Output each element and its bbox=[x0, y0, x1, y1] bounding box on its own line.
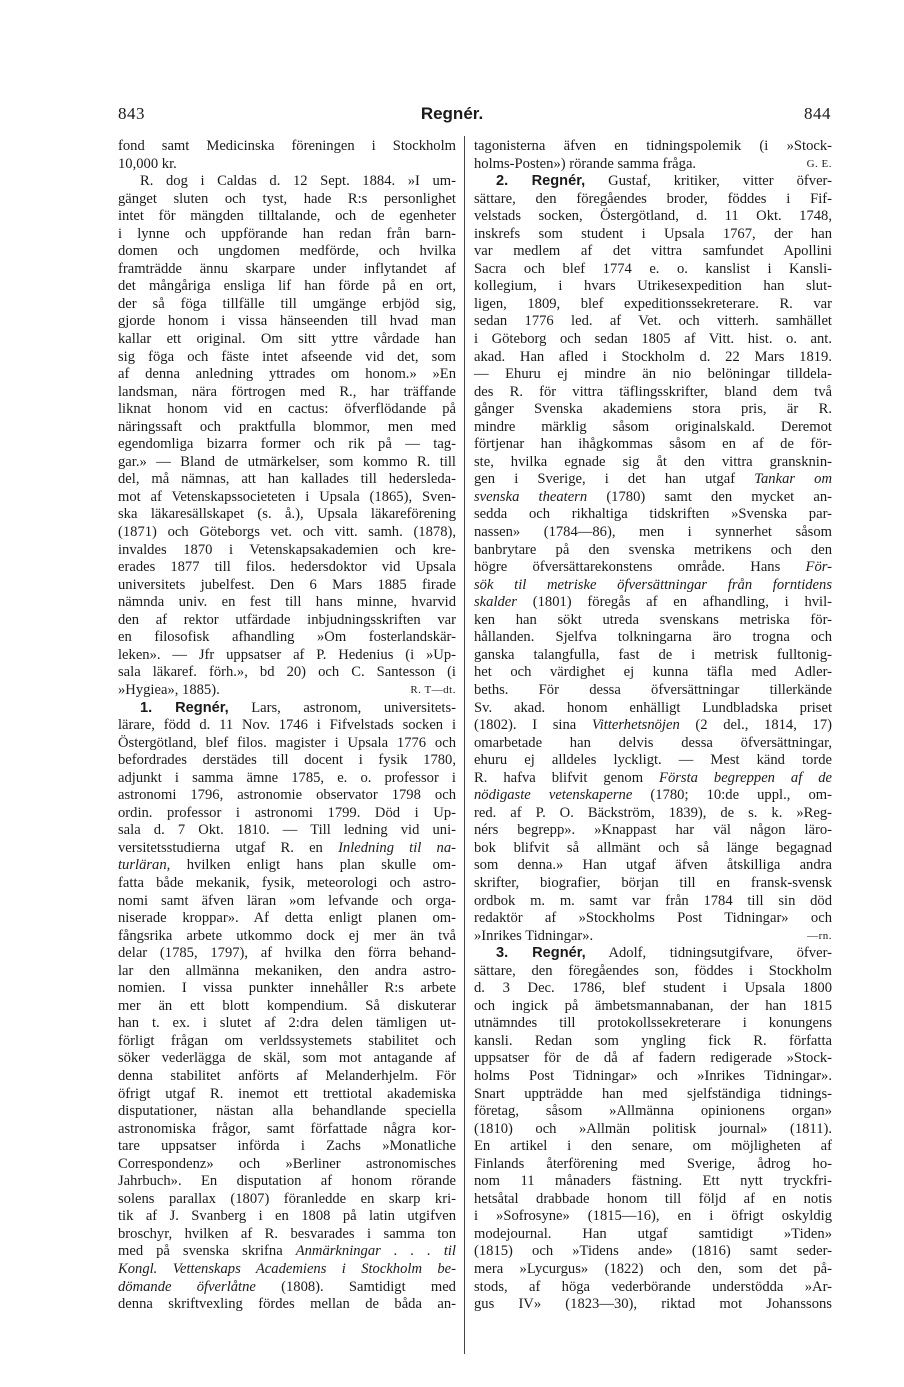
author-signature: —rn. bbox=[807, 929, 832, 942]
line-text: Adolf, tidningsutgifvare, öfver- bbox=[608, 945, 832, 962]
text-line bbox=[474, 156, 832, 174]
text-line bbox=[474, 1261, 832, 1279]
text-line bbox=[118, 893, 456, 911]
line-text: hetsåtal drabbade honom till följd af en notis bbox=[474, 1190, 832, 1207]
line-text: som denna.» Han utgaf äfven åtskilliga andra bbox=[474, 857, 832, 874]
text-line bbox=[118, 471, 456, 489]
text-line bbox=[118, 1138, 456, 1156]
text-line bbox=[474, 735, 832, 753]
text-line bbox=[118, 542, 456, 560]
text-line bbox=[118, 717, 456, 735]
text-line bbox=[474, 963, 832, 981]
line-text: gänget sluten och tyst, hade R:s personlighet bbox=[118, 190, 456, 207]
line-text: mindre märklig såsom originalskald. Deremot bbox=[474, 418, 832, 435]
line-text: nomi samt äfven läran »om lefvande och orga- bbox=[118, 892, 456, 909]
text-line bbox=[118, 419, 456, 437]
line-text: Lars, astronom, universitets- bbox=[251, 699, 456, 716]
text-line bbox=[474, 1138, 832, 1156]
line-text: förtjenar han ihågkommas såsom en af de för- bbox=[474, 436, 832, 453]
author-signature: R. T—dt. bbox=[410, 683, 456, 696]
line-text: Östergötland, blef filos. magister i Upsala 1776 och bbox=[118, 734, 456, 751]
line-text: (1802). I sina bbox=[474, 717, 577, 734]
line-text: fond samt Medicinska föreningen i Stockholm bbox=[118, 138, 456, 154]
line-text: delar (1785, 1797), af hvilka den förra behand- bbox=[118, 945, 456, 962]
text-line bbox=[474, 594, 832, 612]
line-text: (1801) föregås af en afhandling, i hvil- bbox=[532, 594, 832, 611]
text-line bbox=[118, 1033, 456, 1051]
line-text: akad. Han afled i Stockholm d. 22 Mars 1819. bbox=[474, 348, 832, 365]
text-line bbox=[474, 1068, 832, 1086]
text-line bbox=[474, 1103, 832, 1121]
entry-heading: 2. Regnér, bbox=[496, 173, 586, 190]
text-line bbox=[474, 419, 832, 437]
line-text: velstads socken, Östergötland, d. 11 Okt. 1748, bbox=[474, 208, 832, 225]
line-text: var medlem af det vittra samfundet Apollini bbox=[474, 243, 832, 260]
line-text: domen och ungdomen medförde, och hvilka bbox=[118, 243, 456, 260]
line-text: modejournal. Han utgaf samtidigt »Tiden» bbox=[474, 1225, 832, 1242]
line-text: lar den allmänna mekaniken, den andra astro- bbox=[118, 962, 456, 979]
text-line bbox=[118, 1208, 456, 1226]
text-line bbox=[474, 454, 832, 472]
text-line bbox=[474, 805, 832, 823]
line-text: sedda och rikhaltiga tidskriften »Svenska par- bbox=[474, 506, 832, 523]
text-line bbox=[118, 1015, 456, 1033]
line-text: förligt frågan om verldssystemets stabilitet och bbox=[118, 1032, 456, 1049]
line-text: sig föga och fäste intet afseende vid det, som bbox=[118, 348, 456, 365]
line-text: söker vederlägga de skäl, som mot antagande af bbox=[118, 1050, 456, 1067]
text-line bbox=[118, 805, 456, 823]
italic-title: svenska theatern bbox=[474, 488, 588, 505]
text-line bbox=[474, 261, 832, 279]
text-line bbox=[474, 1296, 832, 1314]
line-text: högre öfversättarekonstens område. Hans bbox=[474, 559, 781, 576]
text-line bbox=[474, 1033, 832, 1051]
text-line bbox=[118, 963, 456, 981]
text-line bbox=[474, 366, 832, 384]
text-line bbox=[474, 945, 832, 963]
text-line bbox=[474, 331, 832, 349]
text-line bbox=[118, 577, 456, 595]
text-line bbox=[474, 717, 832, 735]
line-text: leken». — Jfr uppsatser af P. Hedenius (i »Up- bbox=[118, 646, 456, 663]
line-text: (1810) och »Allmän politisk journal» (1811). bbox=[474, 1120, 832, 1137]
right-page-number: 844 bbox=[804, 104, 831, 123]
text-line bbox=[118, 559, 456, 577]
line-text: ordbok m. m. samt var från 1784 till sin död bbox=[474, 892, 832, 909]
text-line bbox=[118, 208, 456, 226]
text-line bbox=[118, 822, 456, 840]
text-line bbox=[118, 1243, 456, 1261]
line-text: sättare, den föregåendes son, föddes i Stockholm bbox=[474, 962, 832, 979]
text-line bbox=[118, 1191, 456, 1209]
line-text: holms-Posten») rörande samma fråga. bbox=[474, 155, 697, 172]
line-text: nomien. I vissa punkter innehåller R:s arbete bbox=[118, 980, 456, 997]
text-line bbox=[474, 928, 832, 946]
line-text: nämnda univ. en fest till hans minne, hvarvid bbox=[118, 594, 456, 611]
line-text: och ingick på ämbetsmannabanan, der han 1815 bbox=[474, 997, 832, 1014]
text-line bbox=[118, 156, 456, 174]
line-text: sala läkaref. förh.», bd 20) och C. Santesson (i bbox=[118, 664, 456, 681]
line-text: sättare, den föregåendes broder, föddes i Fif- bbox=[474, 190, 832, 207]
line-text: i Göteborg och sedan 1805 af Vitt. hist. o. ant. bbox=[474, 331, 832, 348]
text-line bbox=[118, 875, 456, 893]
line-text: beths. För dessa öfversättningar tillerkände bbox=[474, 681, 832, 698]
line-text: fångsrika arbete utkommo dock ej mer än två bbox=[118, 927, 456, 944]
line-text: solens parallax (1807) föranledde en skarp kri- bbox=[118, 1190, 456, 1207]
text-line bbox=[474, 401, 832, 419]
text-line bbox=[118, 1068, 456, 1086]
line-text: gen i Sverige, i det han utgaf bbox=[474, 471, 736, 488]
line-text: tare uppsatser införda i Zachs »Monatliche bbox=[118, 1138, 456, 1155]
italic-title: Kongl. Vettenskaps Academiens i Stockholm be- bbox=[118, 1261, 456, 1277]
text-line bbox=[474, 191, 832, 209]
text-line bbox=[474, 1156, 832, 1174]
line-text: gar.» — Bland de utmärkelser, som kommo R. till bbox=[118, 453, 456, 470]
line-text: erades 1877 till filos. hedersdoktor vid Upsala bbox=[118, 559, 456, 576]
text-line bbox=[118, 384, 456, 402]
text-line bbox=[118, 910, 456, 928]
line-text: adjunkt i samma ämne 1785, e. o. professor i bbox=[118, 769, 456, 786]
line-text: landsman, nära förtrogen med R., har träffande bbox=[118, 383, 456, 400]
line-text: ehuru ej alldeles lyckligt. — Mest känd torde bbox=[474, 752, 832, 769]
text-line bbox=[118, 331, 456, 349]
line-text: invaldes 1870 i Vetenskapsakademien och kre- bbox=[118, 541, 456, 558]
text-line bbox=[474, 647, 832, 665]
text-line bbox=[474, 542, 832, 560]
line-text: Finlands återförening med Sverige, ådrog ho- bbox=[474, 1155, 832, 1172]
text-line bbox=[118, 313, 456, 331]
line-text: (1808). Samtidigt med bbox=[281, 1278, 456, 1295]
line-text: »Inrikes Tidningar». bbox=[474, 927, 594, 944]
text-line bbox=[118, 787, 456, 805]
line-text: (1780) samt den mycket an- bbox=[606, 488, 832, 505]
text-line bbox=[474, 1226, 832, 1244]
text-line bbox=[118, 489, 456, 507]
line-text: denna stabilitet anförts af Melanderhjelm. För bbox=[118, 1067, 456, 1084]
text-line bbox=[118, 349, 456, 367]
line-text: inskrefs som student i Upsala 1767, der han bbox=[474, 225, 832, 242]
line-text: (2 del., 1814, 17) bbox=[695, 717, 832, 734]
line-text: mot af Vetenskapssocieteten i Upsala (1865), Sven- bbox=[118, 488, 456, 505]
entry-heading: 3. Regnér, bbox=[496, 945, 586, 962]
line-text: nassen» (1784—86), men i synnerhet såsom bbox=[474, 524, 832, 541]
text-line bbox=[474, 857, 832, 875]
line-text: skrifter, biografier, början till en fransk-svensk bbox=[474, 874, 832, 891]
line-text: Sacra och blef 1774 e. o. kanslist i Kansli- bbox=[474, 260, 832, 277]
text-line bbox=[118, 524, 456, 542]
text-line bbox=[474, 226, 832, 244]
line-text: tagonisterna äfven en tidningspolemik (i »Stock- bbox=[474, 138, 832, 154]
line-text: gjorde honom i vissa hänseenden till hvad man bbox=[118, 313, 456, 330]
line-text: (1780; 10:de uppl., om- bbox=[650, 787, 832, 804]
line-text: »Hygiea», 1885). bbox=[118, 681, 220, 698]
text-line bbox=[474, 1086, 832, 1104]
text-line bbox=[474, 1208, 832, 1226]
text-line bbox=[474, 787, 832, 805]
italic-title: turläran, bbox=[118, 857, 171, 874]
line-text: ste, hvilka egnade sig åt den vittra gransknin- bbox=[474, 453, 832, 470]
line-text: (1871) och Göteborgs vet. och vitt. samh. (1878), bbox=[118, 524, 456, 541]
line-text: ken han sökt utreda svenskans metriska för- bbox=[474, 611, 832, 628]
text-line bbox=[474, 384, 832, 402]
text-line bbox=[474, 875, 832, 893]
line-text: sedan 1776 led. af Vet. och vitterh. samhället bbox=[474, 313, 832, 330]
line-text: R. dog i Caldas d. 12 Sept. 1884. »I um- bbox=[140, 173, 456, 190]
line-text: gånger Svenska akademiens stora pris, är R. bbox=[474, 401, 832, 418]
text-line bbox=[118, 436, 456, 454]
line-text: ordin. professor i astronomi 1799. Död i Up- bbox=[118, 804, 456, 821]
text-line bbox=[118, 1156, 456, 1174]
text-line bbox=[118, 1121, 456, 1139]
text-line bbox=[118, 1050, 456, 1068]
line-text: han t. ex. i slutet af 2:dra delen tämligen ut- bbox=[118, 1015, 456, 1032]
text-line bbox=[474, 1279, 832, 1297]
text-line bbox=[474, 489, 832, 507]
line-text: af denna anledning yttrades om honom.» »En bbox=[118, 366, 456, 383]
line-text: des R. för vittra täflingsskrifter, bland dem två bbox=[474, 383, 832, 400]
text-line bbox=[474, 278, 832, 296]
text-line bbox=[474, 893, 832, 911]
text-line bbox=[118, 629, 456, 647]
line-text: kallar ett original. Om sitt yttre vårdade han bbox=[118, 331, 456, 348]
line-text: Gustaf, kritiker, vitter öfver- bbox=[608, 173, 832, 190]
text-line bbox=[118, 278, 456, 296]
line-text: hvilken enligt hans plan skulle om- bbox=[186, 857, 456, 874]
line-text: lärare, född d. 11 Nov. 1746 i Fifvelstads socken i bbox=[118, 717, 456, 734]
line-text: En artikel i den senare, om möjligheten af bbox=[474, 1138, 832, 1155]
text-line bbox=[474, 752, 832, 770]
text-line bbox=[474, 910, 832, 928]
text-line bbox=[474, 138, 832, 156]
text-line bbox=[474, 629, 832, 647]
italic-title: Tankar om bbox=[754, 471, 832, 488]
line-text: intet för mängden tilltalande, och de egenheter bbox=[118, 208, 456, 225]
text-line bbox=[118, 296, 456, 314]
line-text: nom 11 månaders fästning. Ett nytt tryckfri- bbox=[474, 1173, 832, 1190]
text-line bbox=[118, 191, 456, 209]
text-line bbox=[474, 664, 832, 682]
line-text: öfrigt utgaf R. inemot ett trettiotal akademiska bbox=[118, 1085, 456, 1102]
line-text: näringssaft och praktfulla blommor, men med bbox=[118, 418, 456, 435]
line-text: utnämndes till protokollssekreterare i konungens bbox=[474, 1015, 832, 1032]
text-line bbox=[474, 208, 832, 226]
line-text: egendomliga bizarra former och rik på — tag- bbox=[118, 436, 456, 453]
text-line bbox=[118, 682, 456, 700]
text-line bbox=[118, 612, 456, 630]
line-text: en filosofisk afhandling »Om fosterlandskär- bbox=[118, 629, 456, 646]
text-line bbox=[474, 1050, 832, 1068]
line-text: disputationer, nästan alla behandlande speciella bbox=[118, 1103, 456, 1120]
line-text: astronomi 1796, astronomie observator 1798 och bbox=[118, 787, 456, 804]
line-text: Jahrbuch». En disputation af honom rörande bbox=[118, 1173, 456, 1190]
text-line bbox=[118, 840, 456, 858]
text-line bbox=[118, 700, 456, 718]
text-line bbox=[118, 1226, 456, 1244]
line-text: Snart uppträdde han med sjelfständiga tidnings- bbox=[474, 1085, 832, 1102]
text-line bbox=[474, 243, 832, 261]
text-line bbox=[474, 559, 832, 577]
text-line bbox=[118, 401, 456, 419]
line-text: niserade kroppar». Af detta enligt planen om- bbox=[118, 910, 456, 927]
text-line bbox=[118, 647, 456, 665]
text-line bbox=[474, 577, 832, 595]
line-text: R. hafva blifvit genom bbox=[474, 769, 644, 786]
italic-title: För- bbox=[805, 559, 832, 576]
author-signature: G. E. bbox=[806, 157, 832, 170]
text-line bbox=[118, 770, 456, 788]
text-line bbox=[118, 1279, 456, 1297]
italic-title: Vitterhetsnöjen bbox=[591, 717, 680, 734]
line-text: den af rektor utfärdade inbjudningsskriften var bbox=[118, 611, 456, 628]
line-text: fatta både mekanik, fysik, meteorologi och astro- bbox=[118, 874, 456, 891]
text-line bbox=[118, 366, 456, 384]
line-text: nérs begrepp». »Knappast har väl någon läro- bbox=[474, 822, 832, 839]
line-text: — Ehuru ej mindre än nio belöningar tilldela- bbox=[474, 366, 832, 383]
text-line bbox=[474, 471, 832, 489]
line-text: ligen, 1809, blef expeditionssekreterare. R. var bbox=[474, 295, 832, 312]
line-text: företag, såsom »Allmänna opinionens organ» bbox=[474, 1103, 832, 1120]
text-line bbox=[474, 1243, 832, 1261]
line-text: redaktör af »Stockholms Post Tidningar» och bbox=[474, 910, 832, 927]
text-line bbox=[474, 998, 832, 1016]
text-line bbox=[474, 524, 832, 542]
text-line bbox=[118, 980, 456, 998]
text-line bbox=[474, 296, 832, 314]
text-line bbox=[474, 1121, 832, 1139]
text-line bbox=[118, 735, 456, 753]
line-text: astronomiska frågor, samt författade några kor- bbox=[118, 1120, 456, 1137]
text-line bbox=[474, 822, 832, 840]
text-line bbox=[474, 1015, 832, 1033]
right-column bbox=[474, 138, 832, 1314]
text-line bbox=[474, 1191, 832, 1209]
line-text: mera »Lycurgus» (1822) och den, som det på- bbox=[474, 1261, 832, 1277]
text-line bbox=[118, 1296, 456, 1314]
text-line bbox=[474, 682, 832, 700]
text-line bbox=[118, 998, 456, 1016]
line-text: i »Sofrosyne» (1815—16), en i öfrigt oskyldig bbox=[474, 1208, 832, 1225]
line-text: bok blifvit så allmänt och så länge begagnad bbox=[474, 839, 832, 856]
italic-title: sök til metriske öfversättningar från forntidens bbox=[474, 576, 832, 593]
line-text: omarbetade han delvis dessa öfversättningar, bbox=[474, 734, 832, 751]
page-header bbox=[0, 104, 904, 126]
text-line bbox=[474, 173, 832, 191]
running-title: Regnér. bbox=[420, 104, 484, 123]
text-line bbox=[474, 980, 832, 998]
line-text: gus IV» (1823—30), riktad mot Johanssons bbox=[474, 1296, 832, 1313]
text-line bbox=[118, 594, 456, 612]
line-text: i lynne och uppförande han redan från barn- bbox=[118, 225, 456, 242]
entry-heading: 1. Regnér, bbox=[140, 699, 229, 716]
line-text: versitetsstudierna utgaf R. en bbox=[118, 839, 323, 856]
line-text: Correspondenz» och »Berliner astronomisches bbox=[118, 1155, 456, 1172]
line-text: 10,000 kr. bbox=[118, 155, 177, 172]
italic-title: Första begreppen af de bbox=[659, 769, 832, 786]
italic-title: skalder bbox=[474, 594, 517, 611]
text-line bbox=[118, 752, 456, 770]
text-line bbox=[474, 349, 832, 367]
text-line bbox=[118, 857, 456, 875]
line-text: med på svenska skrifna bbox=[118, 1243, 283, 1260]
text-line bbox=[118, 664, 456, 682]
text-line bbox=[118, 138, 456, 156]
line-text: kollegium, i hvars Utrikesexpedition han slut- bbox=[474, 278, 832, 295]
line-text: sala d. 7 Okt. 1810. — Till ledning vid uni- bbox=[118, 822, 456, 839]
text-line bbox=[474, 506, 832, 524]
text-line bbox=[118, 1173, 456, 1191]
text-line bbox=[118, 1086, 456, 1104]
text-line bbox=[474, 770, 832, 788]
line-text: universitets jubelfest. Den 6 Mars 1885 firade bbox=[118, 576, 456, 593]
left-page-number: 843 bbox=[118, 104, 145, 123]
line-text: uppsatser för de då af fadern redigerade »Stock- bbox=[474, 1050, 832, 1067]
text-line bbox=[118, 1103, 456, 1121]
line-text: banbrytare på den svenska metrikens och den bbox=[474, 541, 832, 558]
line-text: ganska talangfulla, fast de i metrisk fulltonig- bbox=[474, 646, 832, 663]
line-text: framträdde ännu skarpare under inflytandet af bbox=[118, 260, 456, 277]
text-line bbox=[118, 928, 456, 946]
line-text: ska läkaresällskapet (s. å.), Upsala läkareförening bbox=[118, 506, 456, 523]
italic-title: nödigaste vetenskaperne bbox=[474, 787, 633, 804]
line-text: befordrades derstädes till docent i fysik 1780, bbox=[118, 752, 456, 769]
text-line bbox=[118, 1261, 456, 1279]
text-line bbox=[118, 173, 456, 191]
column-divider bbox=[464, 136, 465, 1354]
text-line bbox=[474, 436, 832, 454]
line-text: mer än ett blott kompendium. Så diskuterar bbox=[118, 997, 456, 1014]
text-line bbox=[474, 700, 832, 718]
line-text: stods, af höga vederbörande understödda »Ar- bbox=[474, 1278, 832, 1295]
line-text: det mångåriga ensliga lif han förde på en ort, bbox=[118, 278, 456, 295]
line-text: tik af J. Svanberg i en 1808 på latin utgifven bbox=[118, 1208, 456, 1225]
line-text: Sv. akad. honom enhälligt Lundbladska priset bbox=[474, 699, 832, 716]
line-text: broschyr, hvilken af R. besvarades i samma ton bbox=[118, 1225, 456, 1242]
left-column bbox=[118, 138, 456, 1314]
text-line bbox=[474, 840, 832, 858]
line-text: kansli. Redan som yngling fick R. författa bbox=[474, 1032, 832, 1049]
text-line bbox=[474, 313, 832, 331]
text-line bbox=[118, 454, 456, 472]
line-text: del, må nämnas, att han kallades till hedersleda- bbox=[118, 471, 456, 488]
line-text: liknat honom vid en cactus: öfverflödande på bbox=[118, 401, 456, 418]
italic-title: dömande öfverlåtne bbox=[118, 1278, 256, 1295]
line-text: der så föga tillfälle till umgänge erbjöd sig, bbox=[118, 295, 456, 312]
text-line bbox=[118, 261, 456, 279]
text-line bbox=[118, 945, 456, 963]
line-text: hållanden. Sjelfva tolkningarna äro trogna och bbox=[474, 629, 832, 646]
line-text: red. af P. O. Bäckström, 1839), de s. k. »Reg- bbox=[474, 804, 832, 821]
text-line bbox=[474, 612, 832, 630]
text-line bbox=[118, 506, 456, 524]
italic-title: Anmärkningar . . . til bbox=[295, 1243, 456, 1260]
text-line bbox=[474, 1173, 832, 1191]
text-line bbox=[118, 226, 456, 244]
text-line bbox=[118, 243, 456, 261]
line-text: denna skriftvexling fördes mellan de båda an- bbox=[118, 1296, 456, 1313]
line-text: d. 3 Dec. 1786, blef student i Upsala 1800 bbox=[474, 980, 832, 997]
italic-title: Inledning til na- bbox=[338, 839, 456, 856]
line-text: holms Post Tidningar» och »Inrikes Tidningar». bbox=[474, 1067, 832, 1084]
line-text: (1815) och »Tidens ande» (1816) samt seder- bbox=[474, 1243, 832, 1260]
line-text: het och värdighet ej kunna täfla med Adler- bbox=[474, 664, 832, 681]
